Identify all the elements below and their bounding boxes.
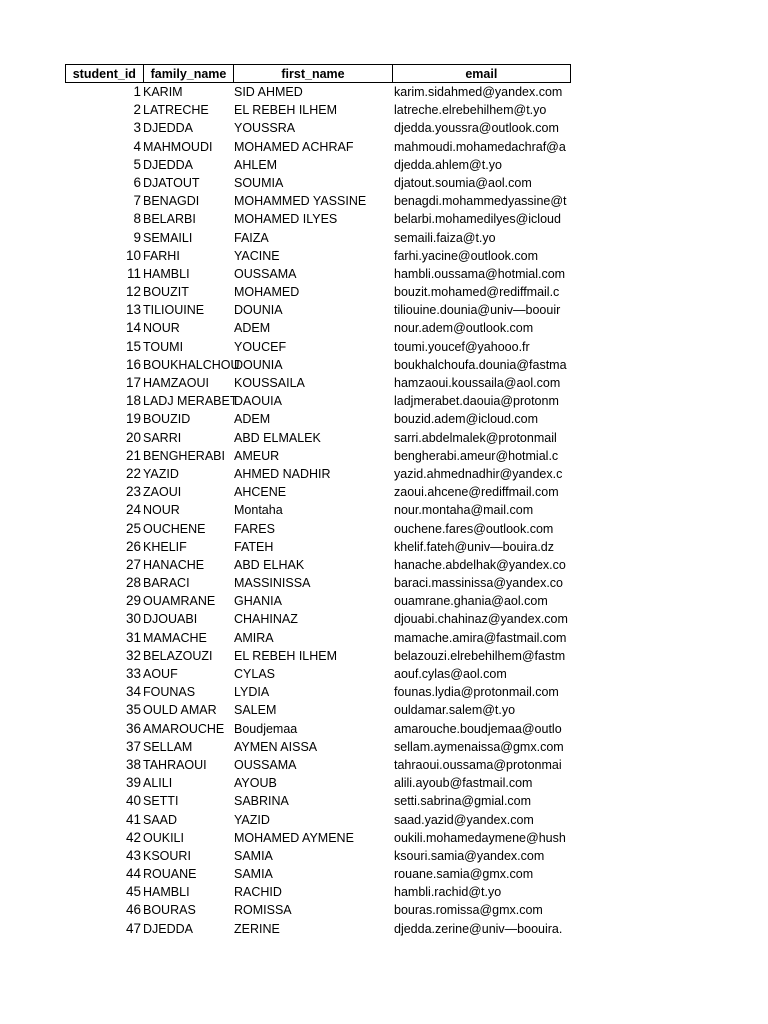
cell-first-name: AHMED NADHIR [234,466,331,481]
table-body [65,83,571,938]
cell-family-name: HAMBLI [143,266,190,281]
cell-family-name: AMAROUCHE [143,721,225,736]
cell-first-name: MOHAMMED YASSINE [234,194,367,209]
table-row [65,101,571,119]
table-row [65,720,571,738]
table-row [65,520,571,538]
cell-first-name: GHANIA [234,594,282,609]
cell-family-name: BOURAS [143,903,196,918]
table-row [65,556,571,574]
table-row [65,883,571,901]
cell-first-name: AHLEM [234,157,278,172]
cell-email: mamache.amira@fastmail.com [394,630,567,645]
cell-student-id: 4 [133,138,141,154]
cell-email: sellam.aymenaissa@gmx.com [394,739,564,754]
cell-first-name: CHAHINAZ [234,612,298,627]
cell-first-name: MASSINISSA [234,576,311,591]
table-row [65,647,571,665]
cell-first-name: SOUMIA [234,175,284,190]
cell-email: ouamrane.ghania@aol.com [394,594,548,609]
cell-first-name: ABD ELHAK [234,557,305,572]
table-row [65,447,571,465]
table-row [65,174,571,192]
cell-student-id: 21 [125,447,141,463]
cell-student-id: 6 [133,174,141,190]
cell-family-name: OULD AMAR [143,703,217,718]
cell-student-id: 17 [125,375,141,390]
cell-student-id: 28 [125,575,141,591]
cell-first-name: AMEUR [234,448,280,463]
cell-email: hambli.rachid@t.yo [394,885,502,900]
table-row [65,156,571,174]
cell-email: hamzaoui.koussaila@aol.com [394,376,561,390]
cell-email: bouzit.mohamed@rediffmail.c [394,285,560,300]
table-row [65,356,571,374]
cell-family-name: DJOUABI [143,612,198,627]
cell-student-id: 46 [125,902,141,918]
cell-family-name: TAHRAOUI [143,757,207,772]
table-row [65,738,571,756]
cell-family-name: AOUF [143,667,178,681]
cell-student-id: 3 [133,120,141,136]
cell-first-name: SALEM [234,703,277,718]
table-row [65,665,571,683]
cell-family-name: BOUZIT [143,285,189,300]
cell-family-name: LADJ MERABET [143,394,238,409]
cell-first-name: AMIRA [234,630,274,645]
cell-first-name: OUSSAMA [234,266,297,281]
cell-first-name: YACINE [234,248,280,263]
cell-email: hambli.oussama@hotmial.com [394,266,566,281]
table-row [65,192,571,210]
cell-email: farhi.yacine@outlook.com [394,248,539,263]
cell-family-name: DJEDDA [143,121,194,136]
cell-first-name: EL REBEH ILHEM [234,648,338,663]
table-row [65,574,571,592]
table-row [65,283,571,301]
cell-email: alili.ayoub@fastmail.com [394,776,533,791]
cell-student-id: 43 [125,847,141,863]
cell-first-name: SAMIA [234,867,273,882]
cell-student-id: 8 [133,211,141,227]
cell-student-id: 10 [125,247,141,263]
cell-first-name: KOUSSAILA [234,376,305,390]
table-row [65,865,571,883]
cell-student-id: 14 [125,320,141,336]
cell-family-name: SAAD [143,812,178,827]
cell-email: boukhalchoufa.dounia@fastma [394,357,567,372]
cell-family-name: YAZID [143,466,179,481]
cell-first-name: FATEH [234,539,274,554]
cell-family-name: HAMBLI [143,885,190,900]
table-row [65,301,571,319]
cell-student-id: 40 [125,793,141,809]
cell-student-id: 16 [125,356,141,372]
cell-first-name: AHCENE [234,485,287,500]
cell-student-id: 13 [125,302,141,318]
table-row [65,683,571,701]
cell-family-name: DJEDDA [143,921,194,936]
cell-student-id: 47 [125,920,141,936]
table-row [65,83,571,101]
cell-email: belazouzi.elrebehilhem@fastm [394,648,566,663]
cell-student-id: 24 [125,502,141,518]
table-row [65,119,571,137]
cell-email: setti.sabrina@gmial.com [394,794,532,809]
cell-family-name: MAMACHE [143,630,207,645]
cell-student-id: 18 [125,393,141,409]
cell-student-id: 36 [125,720,141,736]
cell-email: yazid.ahmednadhir@yandex.c [394,466,563,481]
cell-email: zaoui.ahcene@rediffmail.com [394,485,559,500]
table-row [65,501,571,519]
cell-first-name: MOHAMED [234,285,300,300]
table-row [65,374,571,392]
header-first-name: first_name [233,65,391,82]
cell-email: djouabi.chahinaz@yandex.com [394,612,568,627]
cell-email: rouane.samia@gmx.com [394,867,534,882]
cell-email: ladjmerabet.daouia@protonm [394,394,559,409]
cell-family-name: BOUKHALCHOU [143,357,240,372]
table-row [65,410,571,428]
cell-first-name: SAMIA [234,848,273,863]
cell-family-name: SARRI [143,430,182,445]
cell-family-name: OUCHENE [143,521,206,536]
cell-first-name: Boudjemaa [234,721,298,736]
cell-first-name: SABRINA [234,794,289,809]
cell-family-name: ZAOUI [143,485,182,500]
student-table [65,64,571,938]
cell-email: ouldamar.salem@t.yo [394,703,516,718]
cell-family-name: KSOURI [143,848,191,863]
cell-student-id: 5 [133,156,141,172]
cell-family-name: FOUNAS [143,685,196,700]
cell-first-name: FAIZA [234,230,269,245]
cell-email: djedda.ahlem@t.yo [394,157,502,172]
cell-student-id: 19 [125,411,141,427]
cell-first-name: ABD ELMALEK [234,430,321,445]
cell-student-id: 1 [133,84,141,99]
table-header [65,64,571,83]
cell-first-name: LYDIA [234,685,270,700]
cell-first-name: AYOUB [234,776,277,791]
cell-email: bouras.romissa@gmx.com [394,903,543,918]
cell-family-name: HANACHE [143,557,205,572]
cell-email: mahmoudi.mohamedachraf@a [394,139,566,154]
table-row [65,429,571,447]
cell-email: djedda.youssra@outlook.com [394,121,559,136]
table-row [65,629,571,647]
cell-first-name: ROMISSA [234,903,292,918]
table-row [65,247,571,265]
cell-email: bengherabi.ameur@hotmial.c [394,448,559,463]
cell-email: saad.yazid@yandex.com [394,812,534,827]
cell-family-name: DJATOUT [143,175,200,190]
cell-family-name: KARIM [143,85,183,99]
cell-family-name: BOUZID [143,412,191,427]
cell-first-name: DOUNIA [234,357,283,372]
cell-student-id: 2 [133,102,141,118]
cell-student-id: 42 [125,829,141,845]
cell-email: toumi.youcef@yahooo.fr [394,339,530,354]
cell-first-name: DOUNIA [234,303,283,318]
cell-first-name: FARES [234,521,275,536]
table-row [65,756,571,774]
cell-student-id: 11 [126,265,141,281]
cell-student-id: 12 [125,284,141,300]
cell-email: oukili.mohamedaymene@hush [394,830,566,845]
cell-email: tiliouine.dounia@univ—boouir [394,303,561,318]
header-email: email [392,65,570,82]
table-row [65,210,571,228]
cell-first-name: Montaha [234,503,283,518]
cell-family-name: LATRECHE [143,103,209,118]
table-row [65,774,571,792]
cell-student-id: 9 [133,229,141,245]
cell-email: amarouche.boudjemaa@outlo [394,721,562,736]
cell-student-id: 35 [125,702,141,718]
cell-student-id: 20 [125,429,141,445]
cell-first-name: ADEM [234,321,271,336]
header-family-name: family_name [143,65,234,82]
cell-family-name: HAMZAOUI [143,376,209,390]
cell-email: semaili.faiza@t.yo [394,230,496,245]
cell-family-name: BARACI [143,576,190,591]
table-row [65,338,571,356]
cell-family-name: SELLAM [143,739,193,754]
table-row [65,829,571,847]
cell-family-name: NOUR [143,503,180,518]
cell-first-name: DAOUIA [234,394,282,409]
cell-family-name: SEMAILI [143,230,193,245]
cell-family-name: ROUANE [143,867,197,882]
table-row [65,592,571,610]
cell-student-id: 33 [125,666,141,681]
cell-student-id: 32 [125,647,141,663]
cell-student-id: 27 [125,556,141,572]
cell-student-id: 34 [125,684,141,700]
cell-first-name: EL REBEH ILHEM [234,103,338,118]
cell-student-id: 25 [125,520,141,536]
table-row [65,265,571,283]
table-row [65,792,571,810]
cell-email: djedda.zerine@univ—boouira. [394,921,563,936]
cell-first-name: ADEM [234,412,271,427]
cell-email: hanache.abdelhak@yandex.co [394,557,566,572]
cell-email: belarbi.mohamedilyes@icloud [394,212,561,227]
cell-family-name: KHELIF [143,539,187,554]
cell-family-name: DJEDDA [143,157,194,172]
cell-student-id: 31 [125,629,141,645]
cell-family-name: FARHI [143,248,180,263]
table-row [65,701,571,719]
cell-student-id: 30 [125,611,141,627]
cell-family-name: TOUMI [143,339,184,354]
table-row [65,392,571,410]
cell-family-name: NOUR [143,321,180,336]
cell-email: benagdi.mohammedyassine@t [394,194,567,209]
cell-student-id: 7 [133,193,141,209]
cell-first-name: MOHAMED ILYES [234,212,338,227]
cell-first-name: AYMEN AISSA [234,739,318,754]
header-student-id: student_id [72,66,136,81]
cell-family-name: OUKILI [143,830,184,845]
cell-family-name: TILIOUINE [143,303,205,318]
table-row [65,465,571,483]
cell-email: bouzid.adem@icloud.com [394,412,539,427]
cell-email: latreche.elrebehilhem@t.yo [394,103,547,118]
cell-first-name: YOUCEF [234,339,287,354]
cell-family-name: OUAMRANE [143,594,216,609]
cell-first-name: YAZID [234,812,270,827]
cell-first-name: SID AHMED [234,85,303,99]
cell-first-name: MOHAMED AYMENE [234,830,354,845]
cell-family-name: SETTI [143,794,179,809]
table-row [65,483,571,501]
table-row [65,610,571,628]
cell-email: nour.montaha@mail.com [394,503,534,518]
table-row [65,138,571,156]
cell-email: tahraoui.oussama@protonmai [394,757,562,772]
cell-student-id: 39 [125,775,141,791]
cell-family-name: BELARBI [143,212,196,227]
cell-first-name: CYLAS [234,667,275,681]
cell-student-id: 45 [125,884,141,900]
cell-student-id: 22 [125,465,141,481]
table-row [65,901,571,919]
cell-student-id: 38 [125,756,141,772]
cell-first-name: MOHAMED ACHRAF [234,139,354,154]
table-row [65,847,571,865]
cell-email: ksouri.samia@yandex.com [394,848,545,863]
cell-family-name: ALILI [143,776,173,791]
cell-email: aouf.cylas@aol.com [394,667,507,681]
table-row [65,920,571,938]
cell-family-name: BENGHERABI [143,448,225,463]
cell-first-name: RACHID [234,885,282,900]
cell-email: djatout.soumia@aol.com [394,175,532,190]
cell-email: baraci.massinissa@yandex.co [394,576,564,591]
cell-first-name: OUSSAMA [234,757,297,772]
cell-email: ouchene.fares@outlook.com [394,521,554,536]
cell-email: karim.sidahmed@yandex.com [394,85,563,99]
cell-student-id: 29 [125,593,141,609]
cell-student-id: 37 [125,738,141,754]
table-row [65,319,571,337]
cell-student-id: 15 [125,338,141,354]
cell-first-name: YOUSSRA [234,121,296,136]
cell-family-name: BELAZOUZI [143,648,213,663]
cell-student-id: 41 [125,811,141,827]
cell-family-name: MAHMOUDI [143,139,213,154]
cell-email: khelif.fateh@univ—bouira.dz [394,539,554,554]
cell-first-name: ZERINE [234,921,280,936]
cell-email: nour.adem@outlook.com [394,321,534,336]
cell-family-name: BENAGDI [143,194,200,209]
cell-student-id: 26 [125,538,141,554]
table-row [65,538,571,556]
table-row [65,811,571,829]
cell-email: sarri.abdelmalek@protonmail [394,430,557,445]
table-row [65,229,571,247]
cell-student-id: 23 [125,484,141,500]
cell-email: founas.lydia@protonmail.com [394,685,559,700]
cell-student-id: 44 [125,866,141,882]
